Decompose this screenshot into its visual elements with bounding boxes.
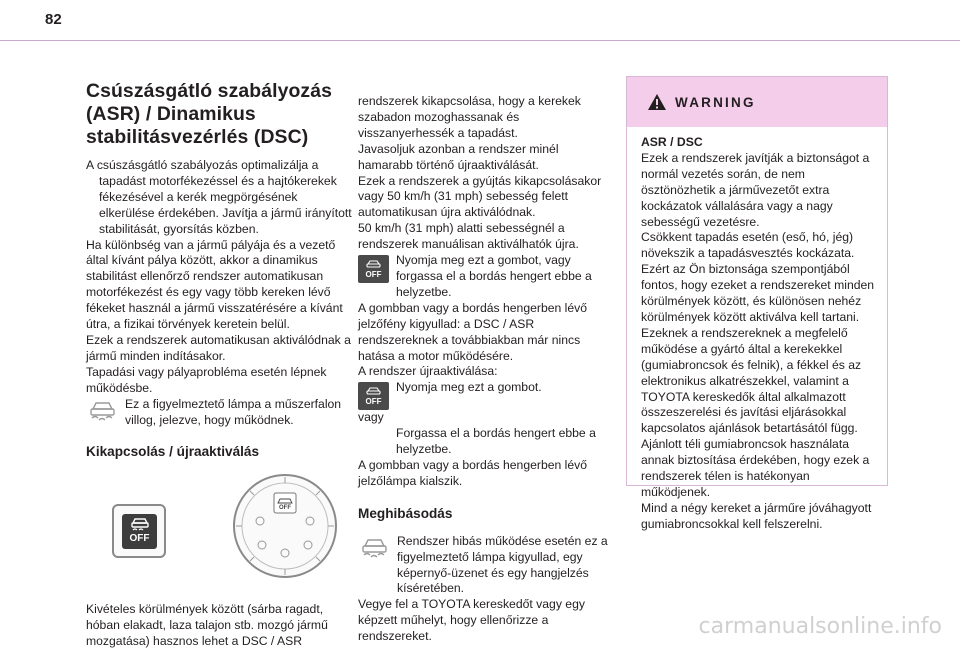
off-label: OFF bbox=[365, 396, 382, 406]
warning-paragraph: Csökkent tapadás esetén (eső, hó, jég) növekszik a tapadásvesztés kockázata. Ezért az Ön biztonsága szempontjából fontos, hogy ezeket a rendszereket minden körülmények között, és különösen nehéz körülmények között aktiválva kell tartani. bbox=[641, 230, 875, 324]
paragraph: Javasoljuk azonban a rendszer minél hamarabb történő újraaktiválását. bbox=[358, 141, 559, 172]
warning-paragraph: Ajánlott téli gumiabroncsok használata annak biztosítása érdekében, hogy ezek a rendszerek télen is hatékonyan működjenek. bbox=[641, 437, 870, 499]
off-label: OFF bbox=[365, 269, 382, 279]
intro-paragraph: A csúszásgátló szabályozás optimalizálja a tapadást motorfékezéssel és a hajtókerekek fékezésével a kerék megpörgésének elkerülése érdekében. Javítja a jármű irányított stabilitását, gyorsítás közben. bbox=[86, 158, 352, 236]
lamp-note bbox=[86, 397, 356, 429]
watermark: carmanualsonline.info bbox=[698, 614, 942, 639]
skid-warning-lamp-icon bbox=[88, 400, 117, 422]
skid-warning-lamp-icon bbox=[360, 537, 389, 559]
warning-header bbox=[627, 77, 887, 127]
lamp-text: Ez a figyelmeztető lámpa a műszerfalon villog, jelezve, hogy működnek. bbox=[125, 396, 342, 427]
skid-car-icon bbox=[130, 517, 150, 531]
control-illustrations bbox=[86, 472, 356, 602]
column-1 bbox=[86, 80, 356, 649]
section-title-deactivation: Kikapcsolás / újraaktiválás bbox=[86, 444, 260, 460]
warning-triangle-icon bbox=[647, 93, 667, 111]
paragraph: Ezek a rendszerek automatikusan aktiválódnak a jármű minden indításakor. bbox=[86, 332, 351, 363]
warning-box bbox=[626, 76, 888, 531]
warning-subtitle: ASR / DSC bbox=[641, 135, 703, 149]
header-divider bbox=[0, 40, 960, 41]
page-title: Csúszásgátló szabályozás (ASR) / Dinamikus stabilitásvezérlés (DSC) bbox=[86, 80, 332, 148]
svg-text:OFF: OFF bbox=[279, 505, 291, 512]
column-2 bbox=[358, 94, 616, 645]
warning-paragraph: Mind a négy kereket a járműre jóváhagyott gumiabroncsokkal kell felszerelni. bbox=[641, 500, 872, 531]
page-number: 82 bbox=[45, 11, 62, 28]
paragraph: Ezek a rendszerek a gyújtás kikapcsolásakor vagy 50 km/h (31 mph) sebesség felett automatikusan újra aktiválódnak. bbox=[358, 173, 602, 220]
press-text-2: Nyomja meg ezt a gombot. bbox=[396, 380, 542, 395]
dsc-off-button-illustration bbox=[112, 504, 166, 558]
off-label: OFF bbox=[129, 532, 150, 544]
paragraph: Tapadási vagy pályaprobléma esetén lépnek működésbe. bbox=[86, 364, 327, 395]
press-text: Nyomja meg ezt a gombot, vagy forgassa el a bordás hengert ebbe a helyzetbe. bbox=[396, 253, 592, 299]
drive-mode-knob-illustration bbox=[232, 473, 338, 579]
paragraph: A rendszer újraaktiválása: bbox=[358, 364, 498, 379]
paragraph: rendszerek kikapcsolása, hogy a kerekek szabadon mozoghassanak és visszanyerhessék a tapadást. bbox=[358, 94, 581, 140]
skid-car-icon bbox=[366, 260, 381, 270]
turn-text: Forgassa el a bordás hengert ebbe a helyzetbe. bbox=[396, 426, 596, 457]
dsc-off-button-icon bbox=[358, 255, 389, 283]
skid-car-icon bbox=[366, 387, 381, 397]
warning-heading: WARNING bbox=[675, 94, 756, 110]
warning-paragraph: Ezek a rendszerek javítják a biztonságot a normál vezetés során, de nem ösztönözhetik a járművezetőt extra kockázatok vállalására vagy a nagy sebességű vezetésre. bbox=[641, 150, 870, 229]
turn-knob-note bbox=[358, 426, 616, 458]
vagy-text: vagy bbox=[358, 410, 384, 425]
fault-note bbox=[358, 534, 616, 598]
dsc-off-button-icon bbox=[358, 382, 389, 410]
paragraph: A gombban vagy a bordás hengerben lévő jelzőlámpa kialszik. bbox=[358, 458, 588, 488]
paragraph: Ha különbség van a jármű pályája és a vezető által kívánt pálya között, akkor a dinamikus stabilitást ellenőrző rendszer automatikusan motorfékezést és egy vagy több kereken lévő fékeket használ a jármű visszatérésére a kívánt útra, a fizikai törvények keretein belül. bbox=[86, 237, 343, 332]
warning-body bbox=[627, 127, 887, 533]
section-title-malfunction: Meghibásodás bbox=[358, 505, 453, 521]
paragraph: A gombban vagy a bordás hengerben lévő jelzőfény kigyullad: a DSC / ASR rendszereknek a továbbiakban már nincs hatása a motor működésére. bbox=[358, 300, 588, 363]
fault-text: Rendszer hibás működése esetén ez a figyelmeztető lámpa kigyullad, egy képernyő-üzenet és egy hangjelzés kíséretében. bbox=[397, 533, 608, 596]
paragraph: 50 km/h (31 mph) alatti sebességnél a rendszerek manuálisan aktiválhatók újra. bbox=[358, 221, 579, 252]
paragraph: Kivételes körülmények között (sárba ragadt, hóban elakadt, laza talajon stb. mozgó jármű mozgatása) hasznos lehet a DSC / ASR bbox=[86, 602, 328, 649]
press-button-note bbox=[358, 253, 616, 301]
warning-paragraph: Ezeknek a rendszereknek a megfelelő működése a gyártó által a kerekekkel (gumiabroncsok és felnik), a fékkel és az elektronikus alkatrészekkel, valamint a TOYOTA kereskedők által alkalmazott összeszerelési és javítási eljárásokkal kapcsolatos ajánlások betartásától függ. bbox=[641, 325, 862, 436]
press-button-note-2 bbox=[358, 380, 616, 410]
paragraph: Vegye fel a TOYOTA kereskedőt vagy egy képzett műhelyt, hogy ellenőrizze a rendszereket. bbox=[358, 597, 585, 644]
